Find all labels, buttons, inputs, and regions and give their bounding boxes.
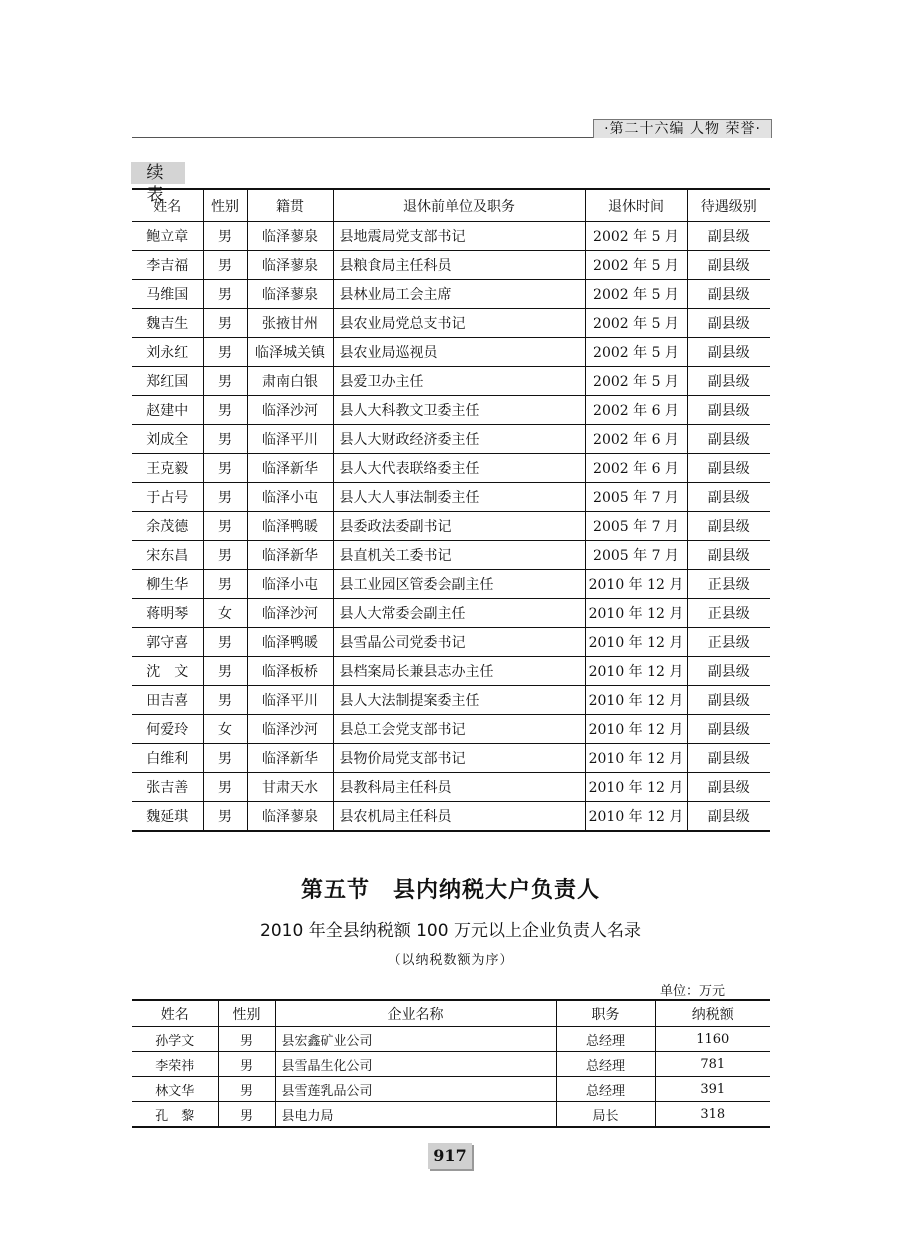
retiree-table — [132, 188, 770, 832]
cell-retire-date: 2002 年 6 月 — [585, 425, 687, 454]
page-number: 917 — [428, 1143, 472, 1169]
cell-name: 蒋明琴 — [132, 599, 203, 628]
table-row — [132, 338, 770, 367]
cell-level: 正县级 — [687, 599, 770, 628]
cell-level: 副县级 — [687, 512, 770, 541]
cell-position: 县人大人事法制委主任 — [333, 483, 585, 512]
cell-position: 县人大代表联络委主任 — [333, 454, 585, 483]
table-row — [132, 309, 770, 338]
cell-level: 副县级 — [687, 367, 770, 396]
cell-origin: 临泽鸭暖 — [247, 628, 333, 657]
cell-company: 县雪莲乳品公司 — [275, 1077, 556, 1102]
cell-sex: 男 — [218, 1052, 275, 1077]
cell-retire-date: 2005 年 7 月 — [585, 541, 687, 570]
header-tax: 纳税额 — [655, 1000, 770, 1027]
cell-name: 刘成全 — [132, 425, 203, 454]
cell-retire-date: 2002 年 6 月 — [585, 396, 687, 425]
cell-name: 刘永红 — [132, 338, 203, 367]
cell-job: 总经理 — [556, 1052, 655, 1077]
cell-position: 县工业园区管委会副主任 — [333, 570, 585, 599]
cell-sex: 女 — [203, 715, 247, 744]
table-row — [132, 541, 770, 570]
cell-level: 副县级 — [687, 280, 770, 309]
cell-position: 县教科局主任科员 — [333, 773, 585, 802]
cell-origin: 临泽蓼泉 — [247, 222, 333, 251]
cell-name: 余茂德 — [132, 512, 203, 541]
cell-company: 县宏鑫矿业公司 — [275, 1027, 556, 1052]
table-row — [132, 802, 770, 832]
cell-retire-date: 2010 年 12 月 — [585, 657, 687, 686]
table-row — [132, 280, 770, 309]
table-row — [132, 1027, 770, 1052]
cell-name: 沈 文 — [132, 657, 203, 686]
cell-origin: 肃南白银 — [247, 367, 333, 396]
cell-retire-date: 2005 年 7 月 — [585, 512, 687, 541]
running-head: ·第二十六编 人物 荣誉· — [593, 119, 772, 138]
table-row — [132, 1102, 770, 1128]
table-row — [132, 454, 770, 483]
table-row — [132, 1077, 770, 1102]
cell-retire-date: 2010 年 12 月 — [585, 570, 687, 599]
cell-origin: 临泽新华 — [247, 744, 333, 773]
cell-origin: 临泽沙河 — [247, 396, 333, 425]
cell-sex: 男 — [203, 425, 247, 454]
cell-position: 县委政法委副书记 — [333, 512, 585, 541]
cell-tax: 318 — [655, 1102, 770, 1128]
cell-name: 鲍立章 — [132, 222, 203, 251]
header-sex: 性别 — [203, 189, 247, 222]
cell-position: 县总工会党支部书记 — [333, 715, 585, 744]
table-row — [132, 686, 770, 715]
header-position: 退休前单位及职务 — [333, 189, 585, 222]
list-title: 2010 年全县纳税额 100 万元以上企业负责人名录 — [260, 921, 641, 941]
cell-retire-date: 2010 年 12 月 — [585, 686, 687, 715]
cell-position: 县农业局巡视员 — [333, 338, 585, 367]
cell-tax: 1160 — [655, 1027, 770, 1052]
cell-name: 魏延琪 — [132, 802, 203, 832]
cell-retire-date: 2010 年 12 月 — [585, 802, 687, 832]
unit-label: 单位：万元 — [660, 984, 726, 999]
cell-origin: 临泽小屯 — [247, 483, 333, 512]
cell-retire-date: 2002 年 5 月 — [585, 367, 687, 396]
cell-tax: 781 — [655, 1052, 770, 1077]
cell-position: 县粮食局主任科员 — [333, 251, 585, 280]
cell-origin: 临泽沙河 — [247, 599, 333, 628]
cell-sex: 男 — [203, 222, 247, 251]
table-row — [132, 483, 770, 512]
section-title: 第五节 县内纳税大户负责人 — [300, 878, 600, 903]
cell-company: 县电力局 — [275, 1102, 556, 1128]
cell-retire-date: 2002 年 5 月 — [585, 251, 687, 280]
cell-position: 县爱卫办主任 — [333, 367, 585, 396]
table-row — [132, 628, 770, 657]
table-row — [132, 657, 770, 686]
cell-level: 副县级 — [687, 425, 770, 454]
cell-sex: 男 — [203, 628, 247, 657]
cell-name: 白维利 — [132, 744, 203, 773]
cell-name: 宋东昌 — [132, 541, 203, 570]
table-row — [132, 570, 770, 599]
cell-origin: 临泽新华 — [247, 454, 333, 483]
cell-sex: 男 — [203, 657, 247, 686]
cell-job: 总经理 — [556, 1077, 655, 1102]
cell-position: 县档案局长兼县志办主任 — [333, 657, 585, 686]
cell-origin: 临泽平川 — [247, 686, 333, 715]
cell-name: 郭守喜 — [132, 628, 203, 657]
cell-name: 孔 黎 — [132, 1102, 218, 1128]
header-job: 职务 — [556, 1000, 655, 1027]
cell-position: 县地震局党支部书记 — [333, 222, 585, 251]
cell-tax: 391 — [655, 1077, 770, 1102]
cell-retire-date: 2005 年 7 月 — [585, 483, 687, 512]
cell-origin: 临泽新华 — [247, 541, 333, 570]
cell-origin: 临泽蓼泉 — [247, 280, 333, 309]
cell-position: 县农机局主任科员 — [333, 802, 585, 832]
header-retire-date: 退休时间 — [585, 189, 687, 222]
cell-sex: 男 — [218, 1077, 275, 1102]
cell-position: 县直机关工委书记 — [333, 541, 585, 570]
cell-position: 县物价局党支部书记 — [333, 744, 585, 773]
cell-sex: 男 — [218, 1027, 275, 1052]
cell-position: 县人大常委会副主任 — [333, 599, 585, 628]
cell-position: 县农业局党总支书记 — [333, 309, 585, 338]
cell-level: 副县级 — [687, 657, 770, 686]
cell-retire-date: 2002 年 6 月 — [585, 454, 687, 483]
cell-origin: 临泽小屯 — [247, 570, 333, 599]
cell-origin: 临泽沙河 — [247, 715, 333, 744]
cell-name: 林文华 — [132, 1077, 218, 1102]
cell-position: 县林业局工会主席 — [333, 280, 585, 309]
cell-name: 马维国 — [132, 280, 203, 309]
cell-sex: 男 — [203, 744, 247, 773]
table-row — [132, 599, 770, 628]
retiree-table-header — [132, 189, 770, 222]
cell-retire-date: 2002 年 5 月 — [585, 309, 687, 338]
header-name: 姓名 — [132, 1000, 218, 1027]
cell-job: 总经理 — [556, 1027, 655, 1052]
cell-level: 副县级 — [687, 483, 770, 512]
cell-position: 县人大法制提案委主任 — [333, 686, 585, 715]
table-row — [132, 512, 770, 541]
cell-sex: 男 — [203, 251, 247, 280]
table-row — [132, 222, 770, 251]
cell-origin: 临泽鸭暖 — [247, 512, 333, 541]
cell-level: 副县级 — [687, 744, 770, 773]
cell-name: 田吉喜 — [132, 686, 203, 715]
cell-sex: 女 — [203, 599, 247, 628]
cell-level: 正县级 — [687, 570, 770, 599]
table-row — [132, 251, 770, 280]
cell-retire-date: 2010 年 12 月 — [585, 599, 687, 628]
cell-sex: 男 — [203, 802, 247, 832]
cell-level: 副县级 — [687, 541, 770, 570]
cell-name: 孙学文 — [132, 1027, 218, 1052]
cell-name: 王克毅 — [132, 454, 203, 483]
cell-name: 赵建中 — [132, 396, 203, 425]
header-name: 姓名 — [132, 189, 203, 222]
cell-sex: 男 — [218, 1102, 275, 1128]
cell-sex: 男 — [203, 309, 247, 338]
cell-sex: 男 — [203, 338, 247, 367]
cell-retire-date: 2010 年 12 月 — [585, 628, 687, 657]
cell-level: 副县级 — [687, 802, 770, 832]
list-note: （以纳税数额为序） — [387, 953, 514, 968]
cell-sex: 男 — [203, 396, 247, 425]
cell-origin: 张掖甘州 — [247, 309, 333, 338]
table-continued-label: 续 表 — [131, 162, 185, 184]
cell-level: 副县级 — [687, 773, 770, 802]
cell-level: 副县级 — [687, 686, 770, 715]
table-row — [132, 1052, 770, 1077]
taxpayer-table — [132, 999, 770, 1128]
cell-retire-date: 2010 年 12 月 — [585, 773, 687, 802]
cell-retire-date: 2002 年 5 月 — [585, 338, 687, 367]
table-row — [132, 396, 770, 425]
cell-level: 副县级 — [687, 251, 770, 280]
cell-sex: 男 — [203, 773, 247, 802]
cell-sex: 男 — [203, 541, 247, 570]
cell-sex: 男 — [203, 367, 247, 396]
cell-name: 张吉善 — [132, 773, 203, 802]
header-origin: 籍贯 — [247, 189, 333, 222]
cell-name: 魏吉生 — [132, 309, 203, 338]
cell-origin: 临泽蓼泉 — [247, 251, 333, 280]
cell-level: 副县级 — [687, 715, 770, 744]
cell-sex: 男 — [203, 280, 247, 309]
cell-retire-date: 2010 年 12 月 — [585, 715, 687, 744]
cell-level: 副县级 — [687, 222, 770, 251]
cell-name: 于占号 — [132, 483, 203, 512]
table-row — [132, 744, 770, 773]
taxpayer-table-header — [132, 1000, 770, 1027]
cell-name: 柳生华 — [132, 570, 203, 599]
cell-origin: 临泽城关镇 — [247, 338, 333, 367]
cell-origin: 临泽平川 — [247, 425, 333, 454]
cell-retire-date: 2010 年 12 月 — [585, 744, 687, 773]
cell-level: 副县级 — [687, 454, 770, 483]
cell-sex: 男 — [203, 483, 247, 512]
cell-sex: 男 — [203, 570, 247, 599]
table-row — [132, 715, 770, 744]
cell-position: 县人大财政经济委主任 — [333, 425, 585, 454]
cell-origin: 临泽蓼泉 — [247, 802, 333, 832]
cell-level: 副县级 — [687, 338, 770, 367]
cell-name: 李荣祎 — [132, 1052, 218, 1077]
cell-company: 县雪晶生化公司 — [275, 1052, 556, 1077]
cell-name: 郑红国 — [132, 367, 203, 396]
cell-sex: 男 — [203, 512, 247, 541]
table-row — [132, 773, 770, 802]
table-row — [132, 367, 770, 396]
header-sex: 性别 — [218, 1000, 275, 1027]
cell-level: 副县级 — [687, 309, 770, 338]
header-level: 待遇级别 — [687, 189, 770, 222]
cell-retire-date: 2002 年 5 月 — [585, 280, 687, 309]
table-row — [132, 425, 770, 454]
cell-position: 县雪晶公司党委书记 — [333, 628, 585, 657]
cell-origin: 临泽板桥 — [247, 657, 333, 686]
header-company: 企业名称 — [275, 1000, 556, 1027]
cell-sex: 男 — [203, 686, 247, 715]
cell-retire-date: 2002 年 5 月 — [585, 222, 687, 251]
cell-level: 副县级 — [687, 396, 770, 425]
cell-position: 县人大科教文卫委主任 — [333, 396, 585, 425]
cell-level: 正县级 — [687, 628, 770, 657]
cell-job: 局长 — [556, 1102, 655, 1128]
cell-name: 李吉福 — [132, 251, 203, 280]
cell-origin: 甘肃天水 — [247, 773, 333, 802]
cell-name: 何爱玲 — [132, 715, 203, 744]
cell-sex: 男 — [203, 454, 247, 483]
